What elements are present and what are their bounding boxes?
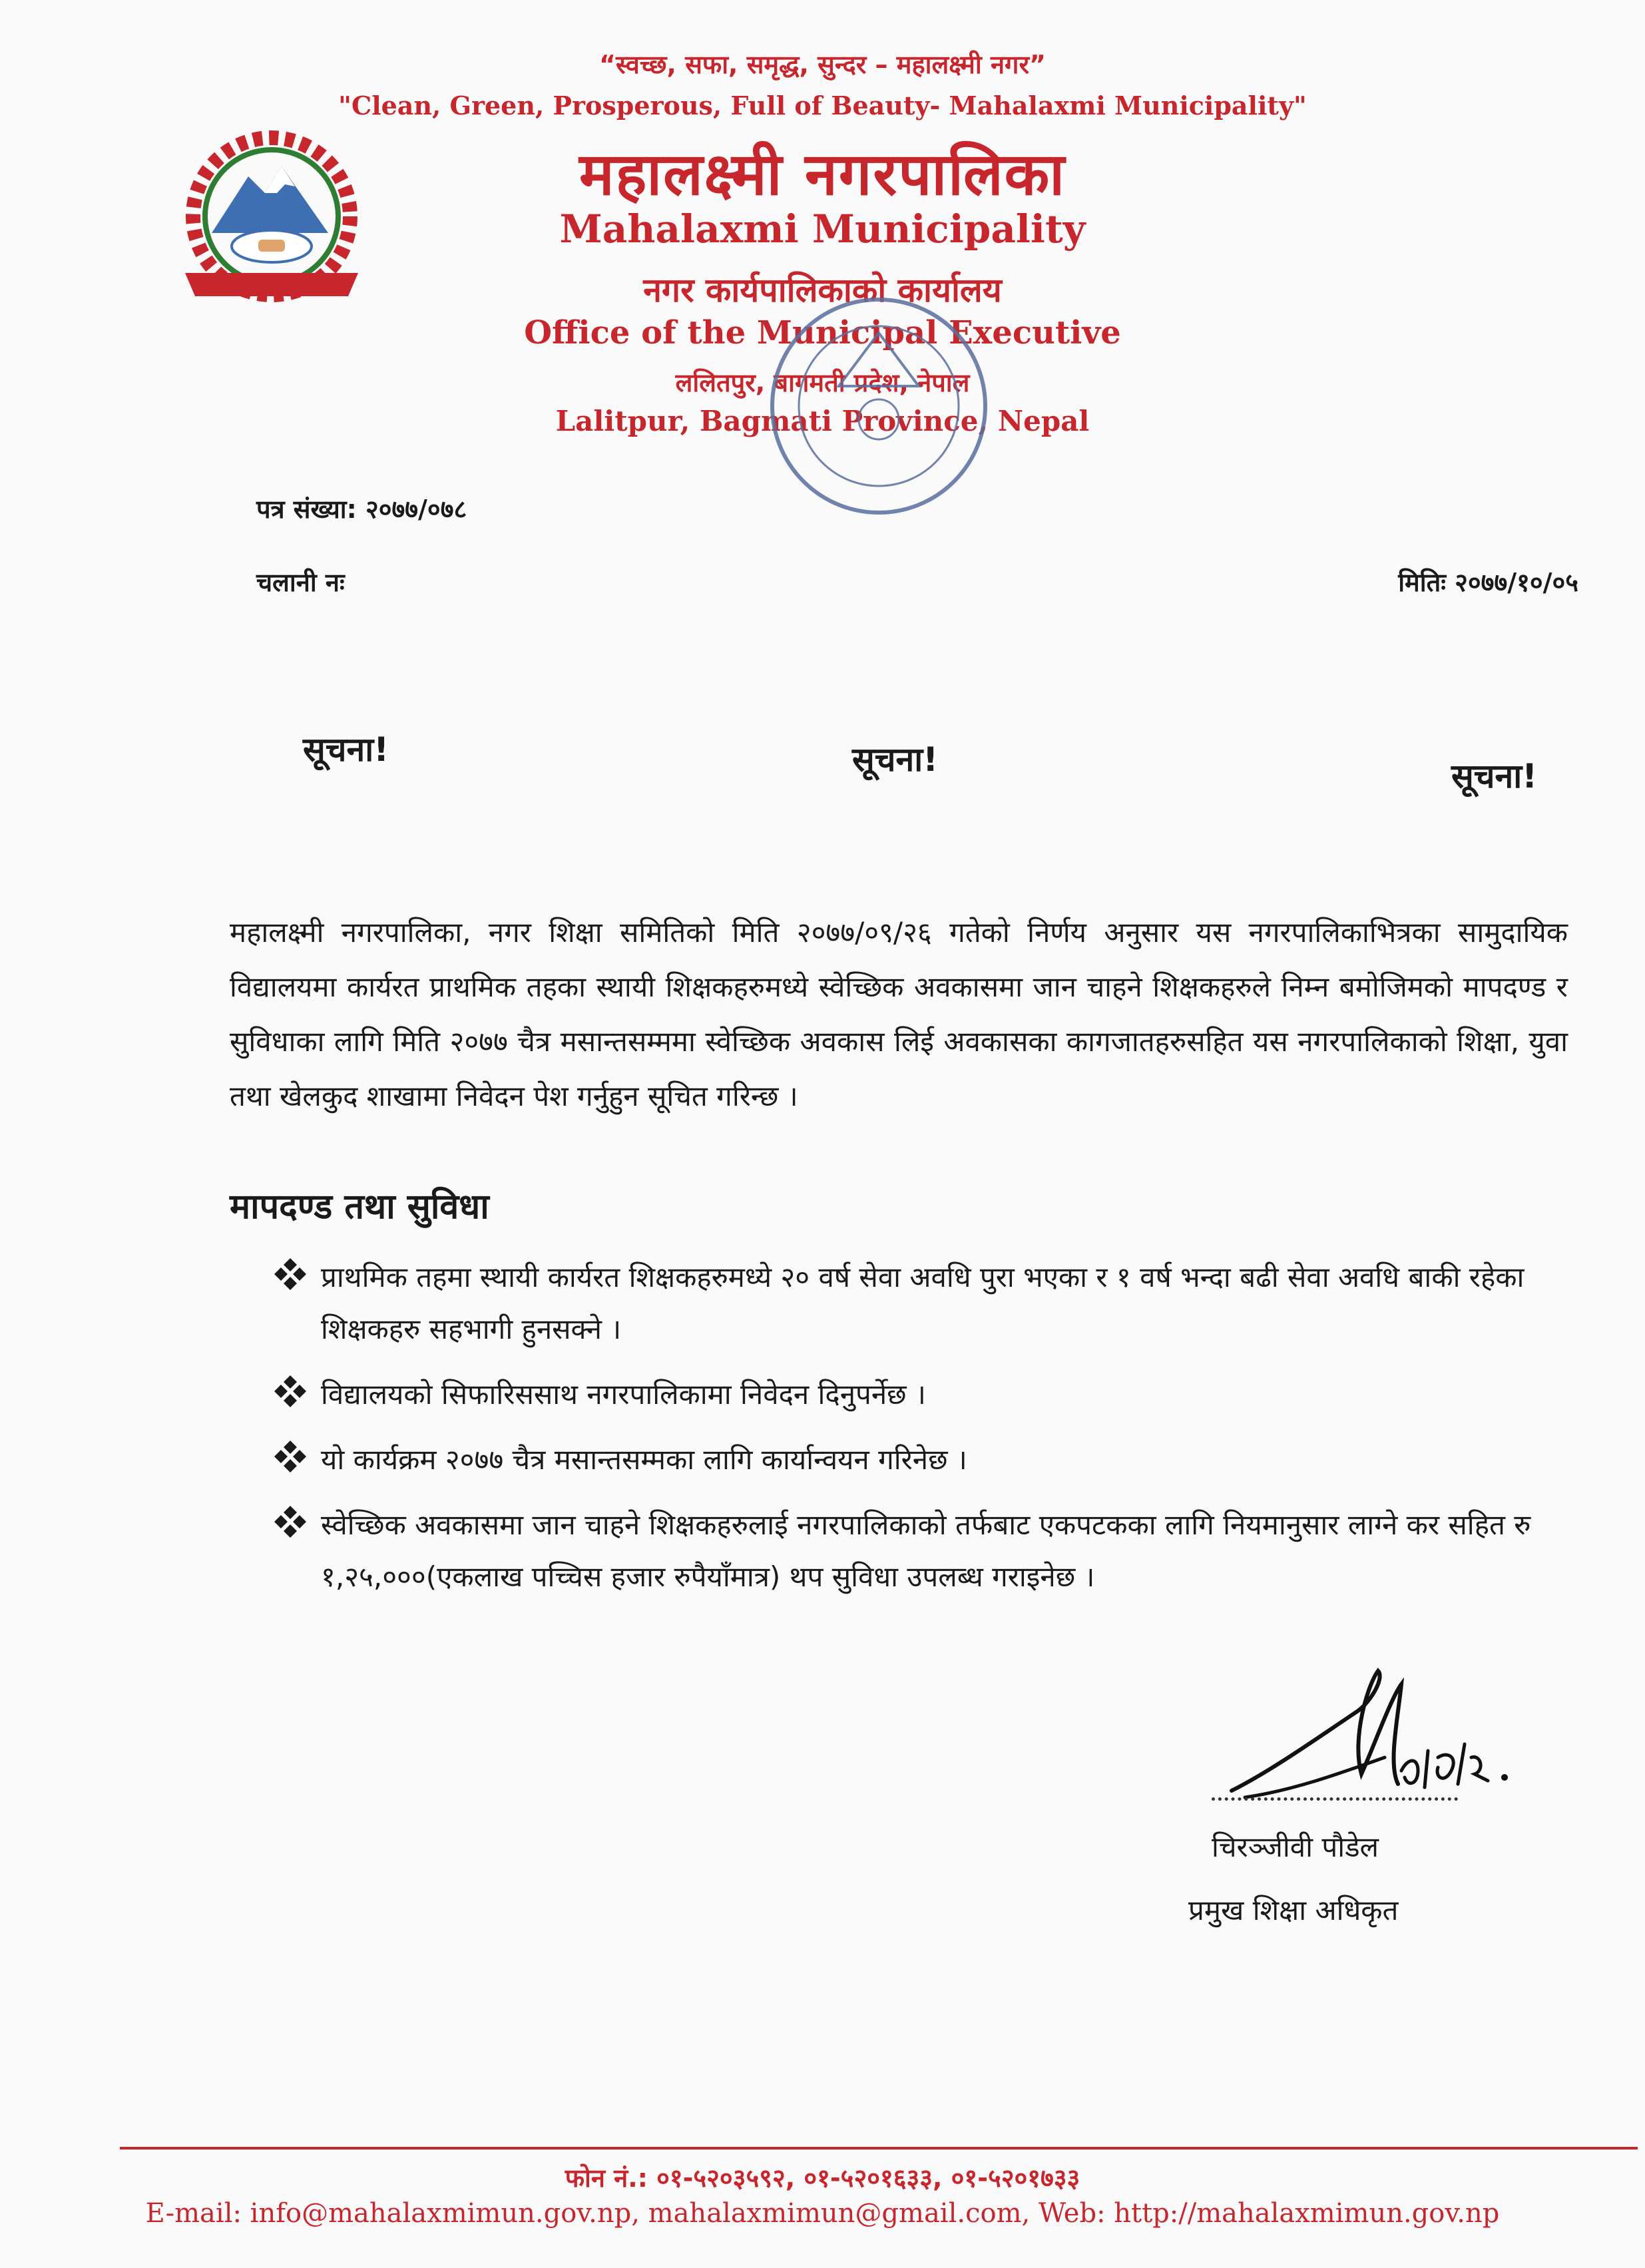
slogan-nepali: “स्वच्छ, सफा, समृद्ध, सुन्दर – महालक्ष्मी नगर” [599,50,1046,79]
notice-heading-left: सूचना! [303,730,389,769]
criteria-text: विद्यालयको सिफारिससाथ नगरपालिकामा निवेदन दिनुपर्नेछ । [321,1378,926,1411]
office-name-nepali: नगर कार्यपालिकाको कार्यालय [643,271,1002,310]
criteria-text: स्वेच्छिक अवकासमा जान चाहने शिक्षकहरुलाई नगरपालिकाको तर्फबाट एकपटकका लागि नियमानुसार लाग्ने कर सहित रु १,२५,०००(एकलाख पच्चिस हजार रुपैयाँमात्र) थप सुविधा उपलब्ध गराइनेछ । [321,1508,1531,1593]
slogan-english: "Clean, Green, Prosperous, Full of Beauty- Mahalaxmi Municipality" [338,91,1307,120]
footer-contact: E-mail: info@mahalaxmimun.gov.np, mahalaxmimun@gmail.com, Web: http://mahalaxmimun.gov.np [145,2198,1500,2229]
signatory-name: चिरञ्जीवी पौडेल [1212,1831,1379,1863]
criteria-item [273,1499,1571,1603]
emblem-ribbon [185,273,358,296]
address-nepali: ललितपुर, बागमती प्रदेश, नेपाल [675,368,970,397]
dispatch-number: चलानी नः [256,568,345,597]
letter-number: पत्र संख्या: २०७७/०७८ [256,495,467,524]
signatory-title: प्रमुख शिक्षा अधिकृत [1188,1894,1399,1927]
criteria-item [273,1251,1571,1355]
office-name-english: Office of the Municipal Executive [524,314,1121,351]
emblem-mountain [212,166,328,233]
notice-heading-right: सूचना! [1451,757,1538,795]
criteria-text: यो कार्यक्रम २०७७ चैत्र मसान्तसम्मका लागि कार्यान्वयन गरिनेछ । [321,1443,967,1476]
footer-phone: फोन नं.: ०१-५२०३५९२, ०१-५२०१६३३, ०१-५२०१७३३ [565,2163,1080,2193]
signature-line [1212,1797,1458,1801]
criteria-list [273,1251,1571,1616]
diamond-bullet-icon [273,1257,308,1291]
handwritten-signature-icon [1218,1658,1525,1817]
section-title: मापदण्ड तथा सुविधा [230,1187,489,1227]
letter-date: मितिः २०७७/१०/०५ [1398,568,1578,597]
criteria-item [273,1369,1571,1421]
notice-body-paragraph: महालक्ष्मी नगरपालिका, नगर शिक्षा समितिको मिति २०७७/०९/२६ गतेको निर्णय अनुसार यस नगरपालिकाभित्रका सामुदायिक विद्यालयमा कार्यरत प्राथमिक तहका स्थायी शिक्षकहरुमध्ये स्वेच्छिक अवकासमा जान चाहने शिक्षकहरुले निम्न बमोजिमको मापदण्ड र सुविधाका लागि मिति २०७७ चैत्र मसान्तसम्ममा स्वेच्छिक अवकास लिई अवकासका कागजातहरुसहित यस नगरपालिकाको शिक्षा, युवा तथा खेलकुद शाखामा निवेदन पेश गर्नुहुन सूचित गरिन्छ । [230,916,1568,1112]
municipality-name-english: Mahalaxmi Municipality [559,206,1086,252]
footer-divider [120,2147,1638,2150]
notice-heading-center: सूचना! [852,740,939,779]
criteria-item [273,1434,1571,1486]
municipality-name-nepali: महालक्ष्मी नगरपालिका [579,140,1066,208]
nepal-emblem-icon [158,123,385,316]
diamond-bullet-icon [273,1374,308,1409]
diamond-bullet-icon [273,1504,308,1539]
diamond-bullet-icon [273,1439,308,1474]
office-seal-icon [759,286,999,526]
address-english: Lalitpur, Bagmati Province, Nepal [555,405,1090,437]
criteria-text: प्राथमिक तहमा स्थायी कार्यरत शिक्षकहरुमध्ये २० वर्ष सेवा अवधि पुरा भएका र १ वर्ष भन्दा बढी सेवा अवधि बाकी रहेका शिक्षकहरु सहभागी हुनसक्ने । [321,1261,1525,1345]
